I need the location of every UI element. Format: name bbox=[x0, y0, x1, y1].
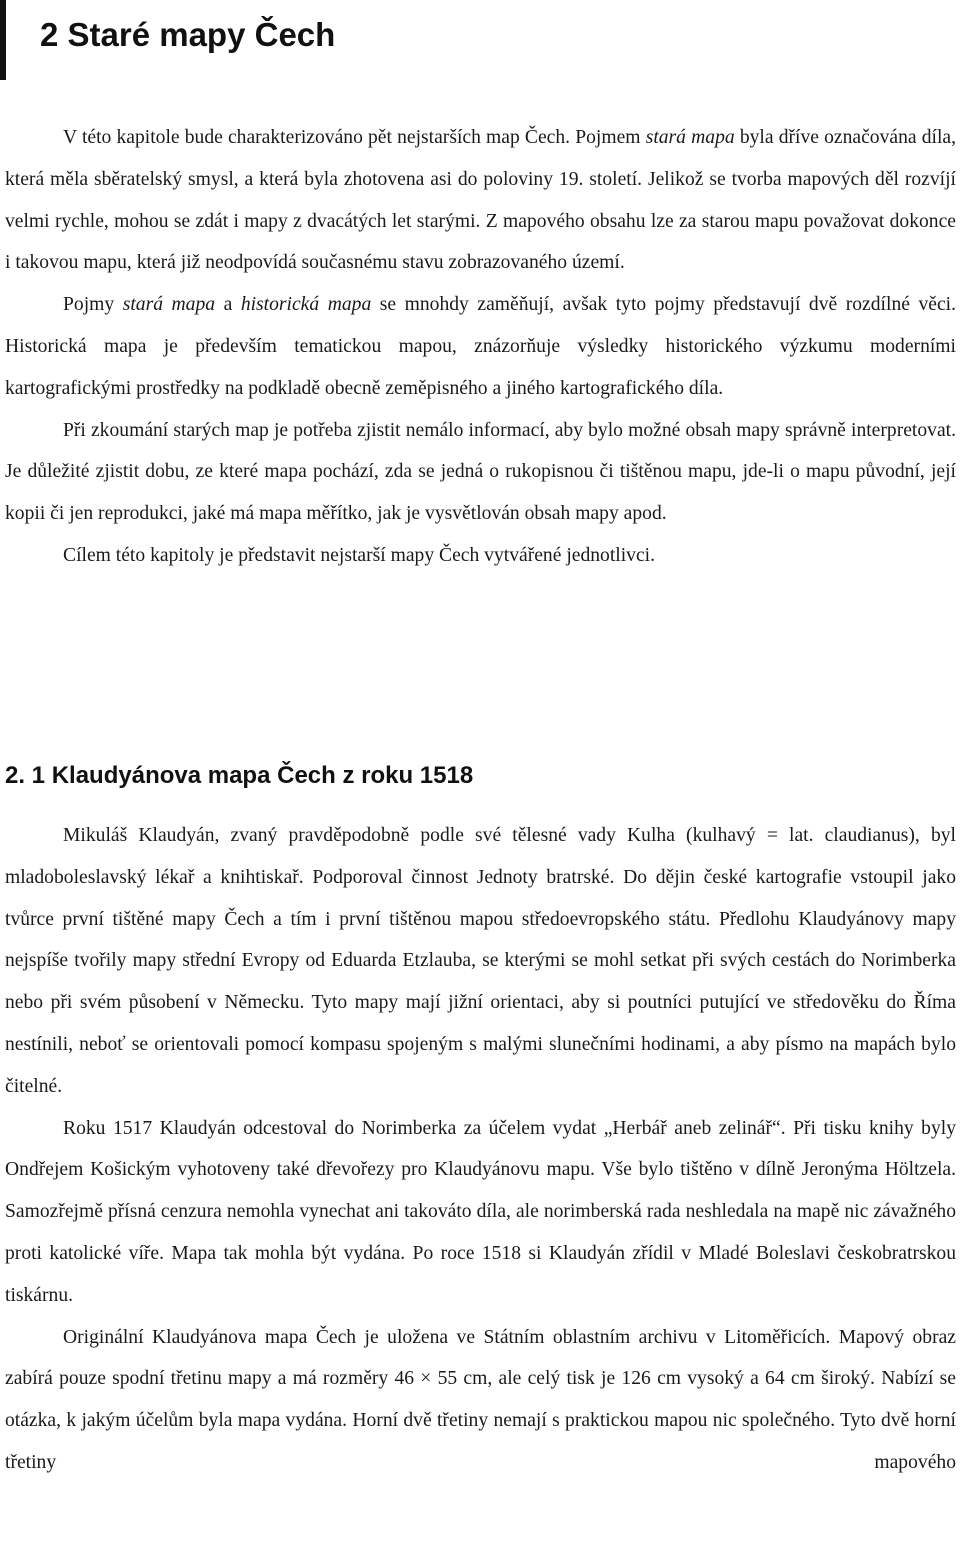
emphasized-term: historická mapa bbox=[240, 294, 372, 316]
chapter-body bbox=[5, 117, 956, 577]
section-title: 2. 1 Klaudyánova mapa Čech z roku 1518 bbox=[5, 762, 474, 789]
chapter-heading bbox=[0, 0, 960, 80]
paragraph: Pojmy stará mapa a historická mapa se mnohdy zaměňují, avšak tyto pojmy představují dvě rozdílné věci. Historická mapa je především tematickou mapou, znázorňuje výsledky historického výzkumu moderními kartografickými prostředky na podkladě obecně zeměpisného a jiného kartografického díla. bbox=[5, 294, 956, 399]
emphasized-term: stará mapa bbox=[645, 127, 735, 148]
emphasized-term: stará mapa bbox=[122, 294, 216, 316]
paragraph: Při zkoumání starých map je potřeba zjistit nemálo informací, aby bylo možné obsah mapy správně interpretovat. Je důležité zjistit dobu, ze které mapa pochází, zda se jedná o rukopisnou či tištěnou mapu, jde-li o mapu původní, její kopii či jen reprodukci, jaké má mapa měřítko, jak je vysvětlován obsah mapy apod. bbox=[5, 419, 956, 525]
paragraph: V této kapitole bude charakterizováno pět nejstarších map Čech. Pojmem stará mapa byla dříve označována díla, která měla sběratelský smysl, a která byla zhotovena asi do poloviny 19. století. Jelikož se tvorba mapových děl rozvíjí velmi rychle, mohou se zdát i mapy z dvacátých let starými. Z mapového obsahu lze za starou mapu považovat dokonce i takovou mapu, která již neodpovídá současnému stavu zobrazovaného území. bbox=[5, 127, 956, 274]
heading-rule bbox=[0, 0, 6, 80]
chapter-title: 2 Staré mapy Čech bbox=[40, 16, 336, 53]
paragraph: Roku 1517 Klaudyán odcestoval do Norimberka za účelem vydat „Herbář aneb zelinář“. Při tisku knihy byly Ondřejem Košickým vyhotoveny také dřevořezy pro Klaudyánovu mapu. Vše bylo tištěno v dílně Jeronýma Höltzela. Samozřejmě přísná cenzura nemohla vynechat ani takováto díla, ale norimberská rada neshledala na mapě nic závažného proti katolické víře. Mapa tak mohla být vydána. Po roce 1518 si Klaudyán zřídil v Mladé Boleslavi českobratrskou tiskárnu. bbox=[5, 1117, 956, 1306]
section-body bbox=[5, 815, 956, 1484]
paragraph: Cílem této kapitoly je představit nejstarší mapy Čech vytvářené jednotlivci. bbox=[63, 544, 656, 566]
paragraph: Originální Klaudyánova mapa Čech je uložena ve Státním oblastním archivu v Litoměřicích. Mapový obraz zabírá pouze spodní třetinu mapy a má rozměry 46 × 55 cm, ale celý tisk je 126 cm vysoký a 64 cm široký. Nabízí se otázka, k jakým účelům byla mapa vydána. Horní dvě třetiny nemají s praktickou mapou nic společného. Tyto dvě horní třetiny mapového bbox=[5, 1326, 956, 1473]
paragraph: Mikuláš Klaudyán, zvaný pravděpodobně podle své tělesné vady Kulha (kulhavý = lat. claudianus), byl mladoboleslavský lékař a knihtiskař. Podporoval činnost Jednoty bratrské. Do dějin české kartografie vstoupil jako tvůrce první tištěné mapy Čech a tím i první tištěnou mapou středoevropského státu. Předlohu Klaudyánovy mapy nejspíše tvořily mapy střední Evropy od Eduarda Etzlauba, se kterými se mohl setkat při svých cestách do Norimberka nebo při svém působení v Německu. Tyto mapy mají jižní orientaci, aby si poutníci putující ve středověku do Říma nestínili, neboť se orientovali pomocí kompasu spojeným s malými slunečními hodinami, a aby písmo na mapách bylo čitelné. bbox=[5, 825, 956, 1097]
